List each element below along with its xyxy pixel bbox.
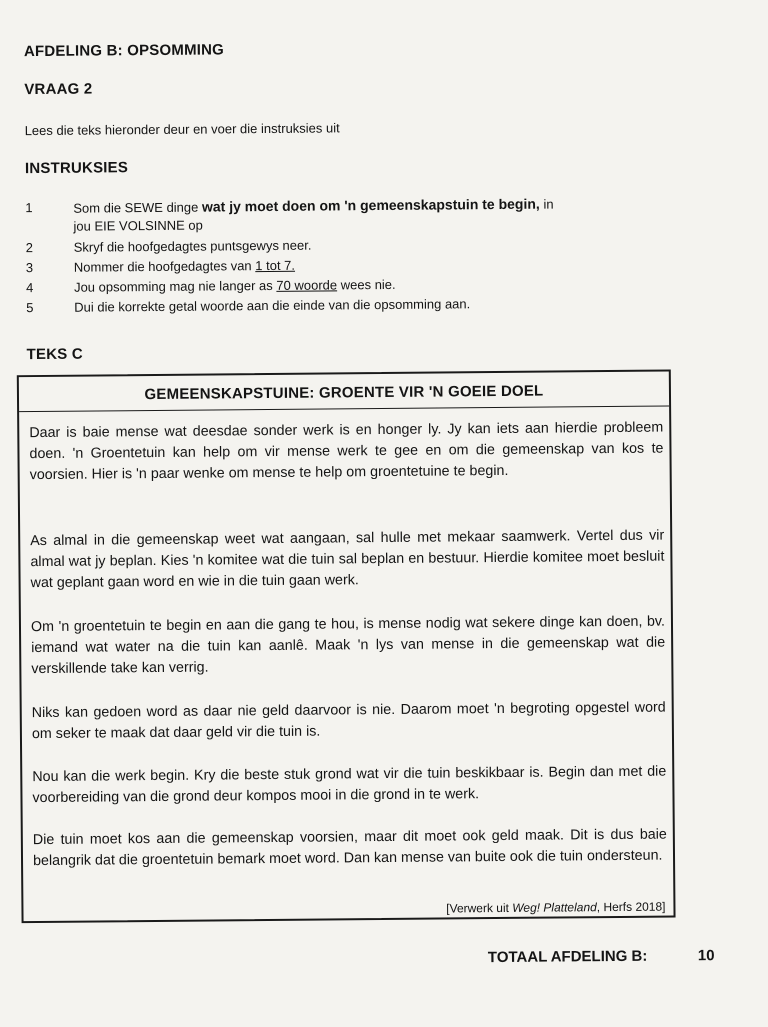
source-title: Weg! Platteland: [512, 900, 597, 915]
instruction-number: 4: [25, 280, 34, 296]
source-citation: [Verwerk uit Weg! Platteland, Herfs 2018]: [446, 899, 666, 916]
total-label: TOTAAL AFDELING B:: [487, 947, 648, 967]
paragraph: Die tuin moet kos aan die gemeenskap voorsien, maar dit moet ook geld maak. Dit is dus baie belangrik dat die groentetuin bemark moet word. Dan kan mense van buite ook die tuin ondersteun.: [32, 826, 667, 870]
question-heading: VRAAG 2: [24, 80, 93, 99]
title-divider: [19, 406, 669, 413]
total-value: 10: [697, 947, 715, 965]
instruction-text-continued: jou EIE VOLSINNE op: [73, 217, 203, 234]
underlined-range: 1 tot 7.: [255, 257, 296, 274]
instruction-number: 5: [26, 300, 34, 316]
instruction-emphasis: wat jy moet doen om 'n gemeenskapstuin te begin,: [201, 195, 540, 215]
instruction-number: 2: [25, 240, 33, 256]
instruction-text: Som die SEWE dinge wat jy moet doen om 'n gemeenskapstuin te begin, in: [73, 195, 554, 216]
underlined-word-limit: 70 woorde: [276, 277, 338, 293]
paragraph: Nou kan die werk begin. Kry die beste stuk grond wat vir die tuin beskikbaar is. Begin dan met die voorbereiding van die grond deur kompos mooi in die grond in te werk.: [32, 763, 667, 807]
instruction-text: Jou opsomming mag nie langer as 70 woorde wees nie.: [73, 276, 396, 295]
instruction-number: 1: [25, 200, 33, 216]
instruction-text: Nommer die hoofgedagtes van 1 tot 7.: [73, 257, 296, 275]
paragraph: Niks kan gedoen word as daar nie geld daarvoor is nie. Daarom moet 'n begroting opgestel word om seker te maak dat daar geld vir die tuin is.: [31, 699, 666, 743]
text-c-box: [17, 369, 676, 923]
box-title: GEMEENSKAPSTUINE: GROENTE VIR 'N GOEIE DOEL: [144, 382, 544, 404]
instruction-text: Dui die korrekte getal woorde aan die einde van die opsomming aan.: [74, 296, 471, 315]
paragraph: Daar is baie mense wat deesdae sonder werk is en honger ly. Jy kan iets aan hierdie probleem doen. 'n Groentetuin kan help om vir mense werk te gee en om die gemeenskap van kos te voorsien. Hier is 'n paar wenke om mense te help om groentetuine te begin.: [29, 419, 664, 484]
paragraph: As almal in die gemeenskap weet wat aangaan, sal hulle met mekaar saamwerk. Vertel dus vir almal wat jy beplan. Kies 'n komitee wat die tuin sal beplan en bestuur. Hierdie komitee moet besluit wat geplant gaan word en wie in die tuin gaan werk.: [30, 527, 665, 592]
text-heading: TEKS C: [26, 345, 83, 364]
instruction-number: 3: [25, 260, 34, 276]
instruction-text: Skryf die hoofgedagtes puntsgewys neer.: [73, 237, 312, 255]
paragraph: Om 'n groentetuin te begin en aan die gang te hou, is mense nodig wat sekere dinge kan doen, bv. iemand wat water na die tuin kan aanlê. Maak 'n lys van mense in die gemeenskap wat die verskillende take kan verrig.: [30, 613, 666, 678]
intro-line: Lees die teks hieronder deur en voer die instruksies uit: [24, 120, 340, 139]
section-heading: AFDELING B: OPSOMMING: [23, 41, 225, 61]
instructions-heading: INSTRUKSIES: [24, 159, 129, 178]
